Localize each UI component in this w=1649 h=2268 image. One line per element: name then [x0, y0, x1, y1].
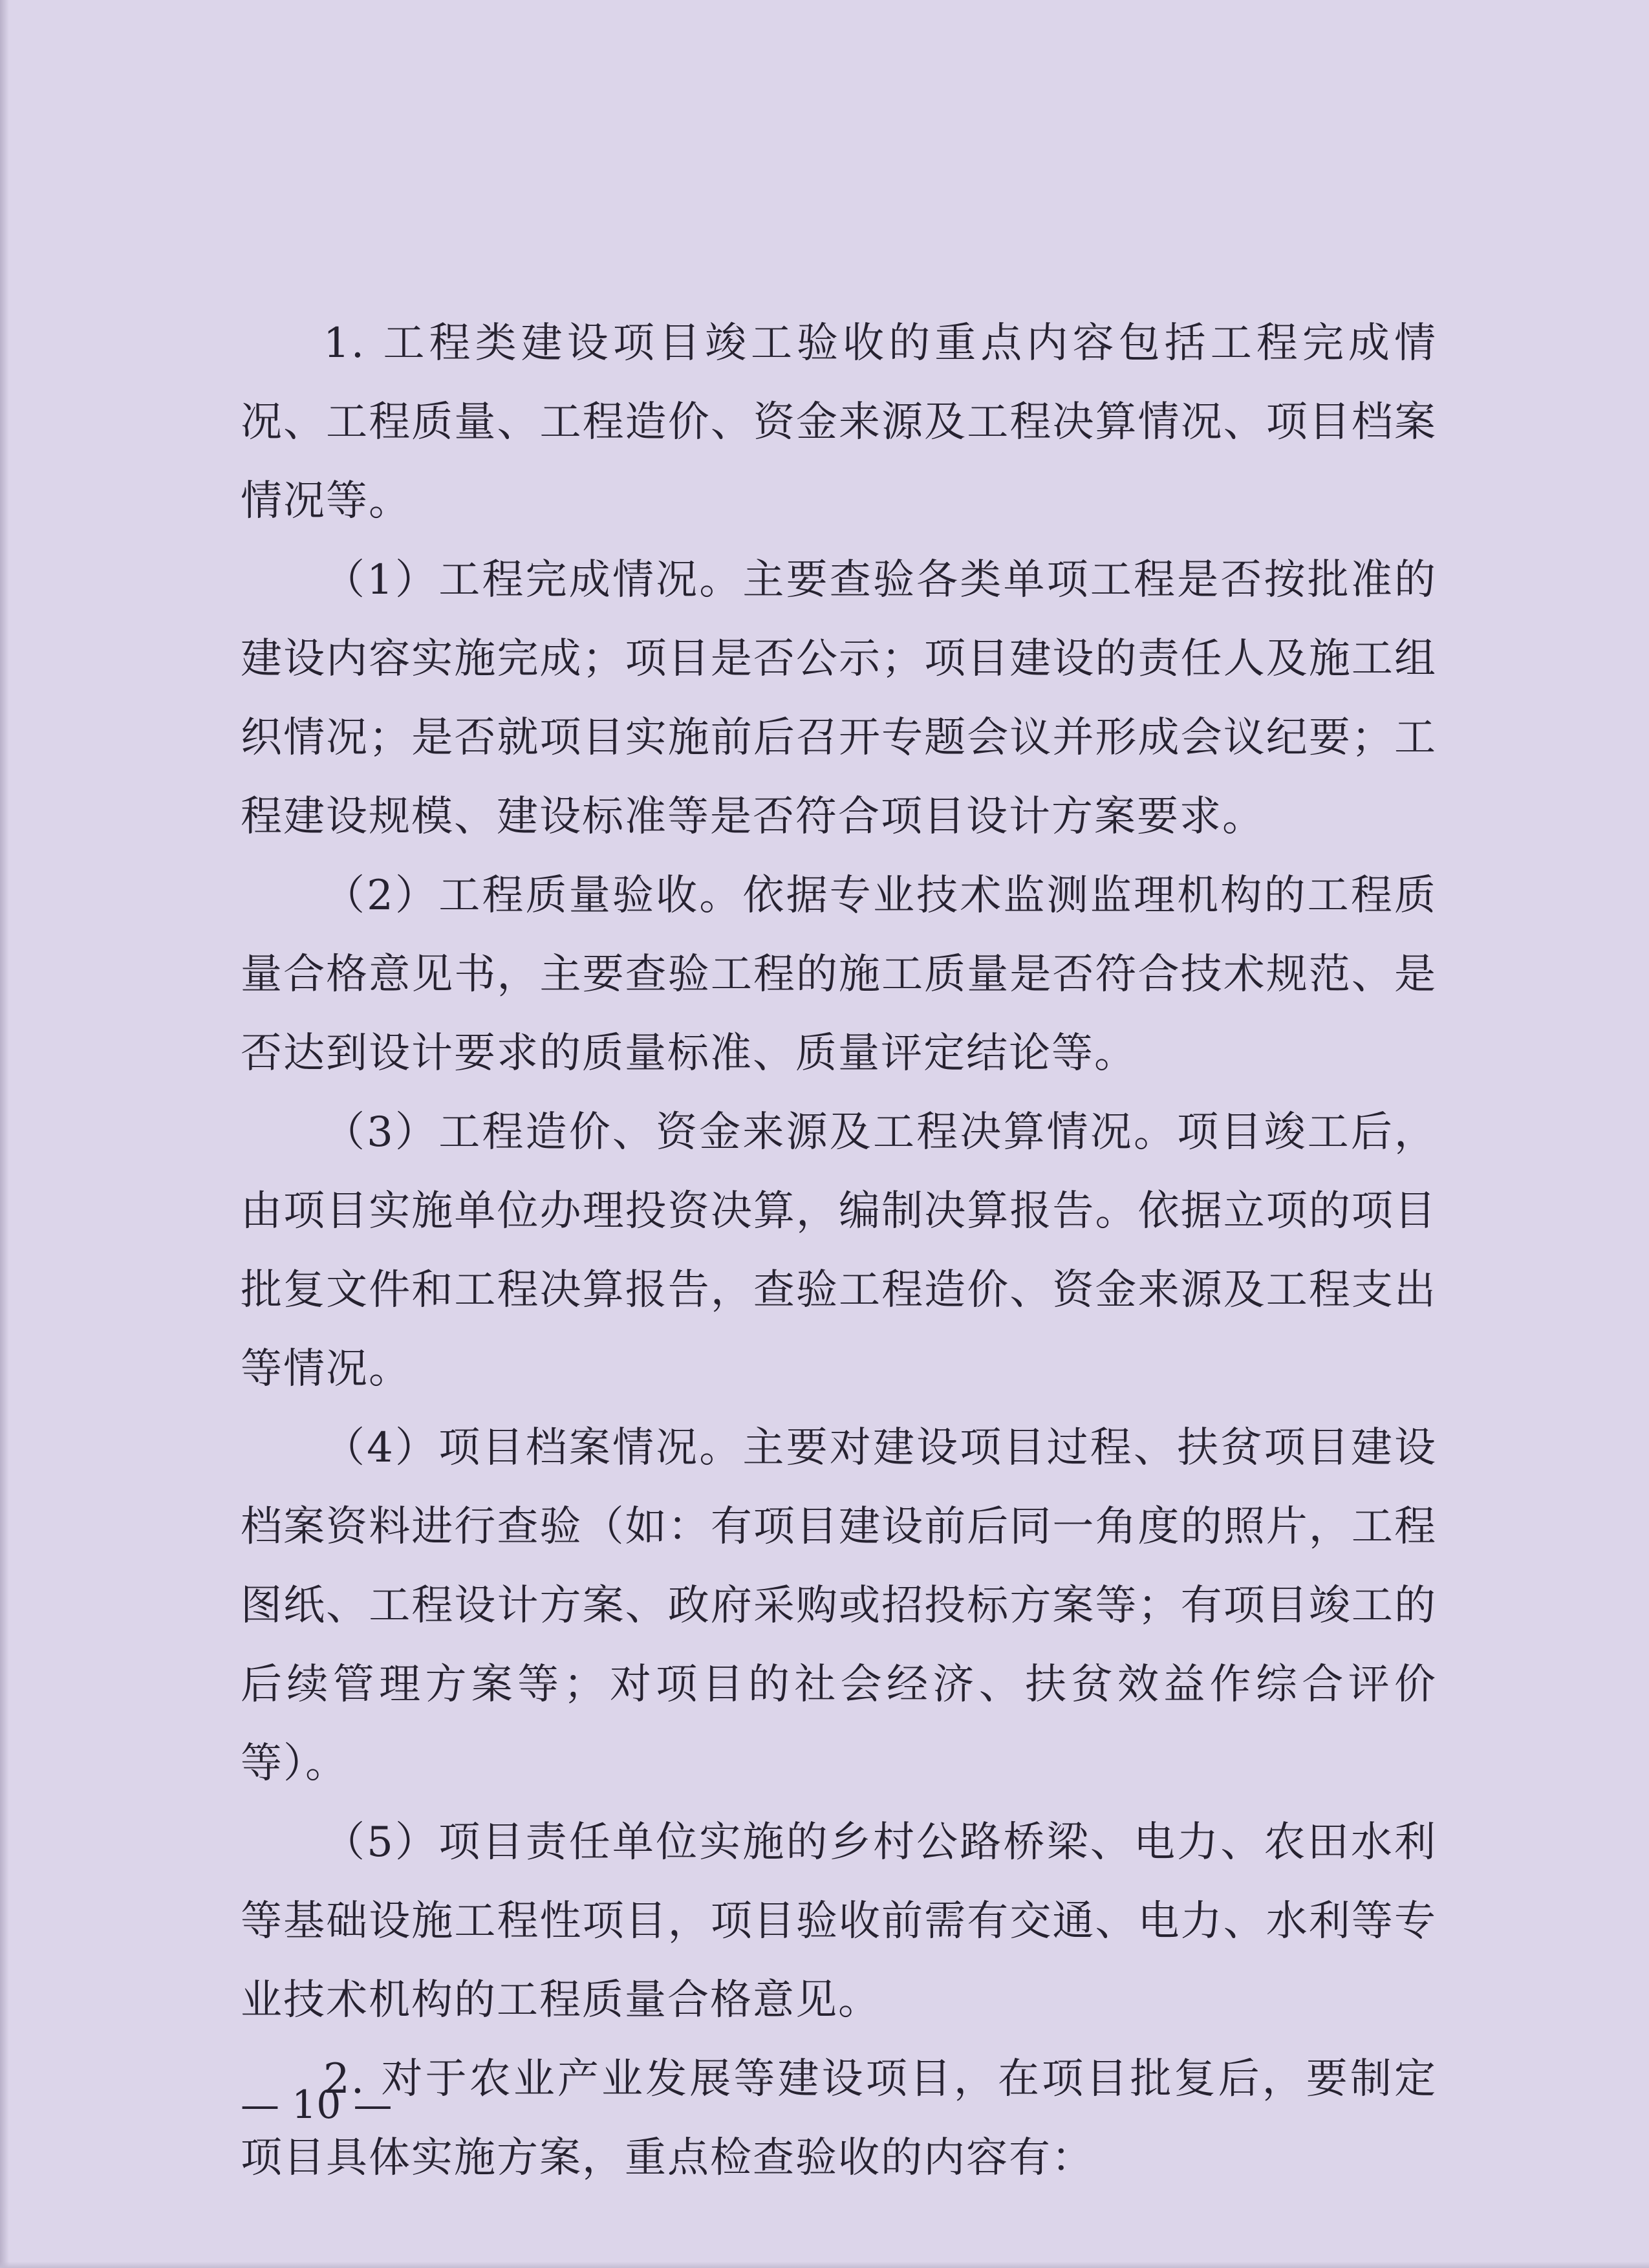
- page-number: — 10 —: [241, 2082, 393, 2128]
- paragraph-5: （4）项目档案情况。主要对建设项目过程、扶贫项目建设档案资料进行查验（如：有项目建设前后同一角度的照片，工程图纸、工程设计方案、政府采购或招投标方案等；有项目竣工的后续管理方案等；对项目的社会经济、扶贫效益作综合评价等）。: [241, 1424, 1437, 1787]
- paragraph-3: （2）工程质量验收。依据专业技术监测监理机构的工程质量合格意见书，主要查验工程的施工质量是否符合技术规范、是否达到设计要求的质量标准、质量评定结论等。: [241, 872, 1437, 1077]
- document-body: [241, 304, 1437, 2198]
- scan-edge-left: [0, 0, 9, 2268]
- paragraph-2: （1）工程完成情况。主要查验各类单项工程是否按批准的建设内容实施完成；项目是否公示；项目建设的责任人及施工组织情况；是否就项目实施前后召开专题会议并形成会议纪要；工程建设规模、建设标准等是否符合项目设计方案要求。: [241, 556, 1437, 841]
- paragraph-4: （3）工程造价、资金来源及工程决算情况。项目竣工后，由项目实施单位办理投资决算，编制决算报告。依据立项的项目批复文件和工程决算报告，查验工程造价、资金来源及工程支出等情况。: [241, 1108, 1437, 1393]
- scan-edge-bottom: [0, 2262, 1649, 2268]
- paragraph-7: 2. 对于农业产业发展等建设项目，在项目批复后，要制定项目具体实施方案，重点检查验收的内容有：: [241, 2055, 1437, 2182]
- paragraph-6: （5）项目责任单位实施的乡村公路桥梁、电力、农田水利等基础设施工程性项目，项目验收前需有交通、电力、水利等专业技术机构的工程质量合格意见。: [241, 1819, 1437, 2024]
- paragraph-1: 1. 工程类建设项目竣工验收的重点内容包括工程完成情况、工程质量、工程造价、资金来源及工程决算情况、项目档案情况等。: [241, 319, 1437, 525]
